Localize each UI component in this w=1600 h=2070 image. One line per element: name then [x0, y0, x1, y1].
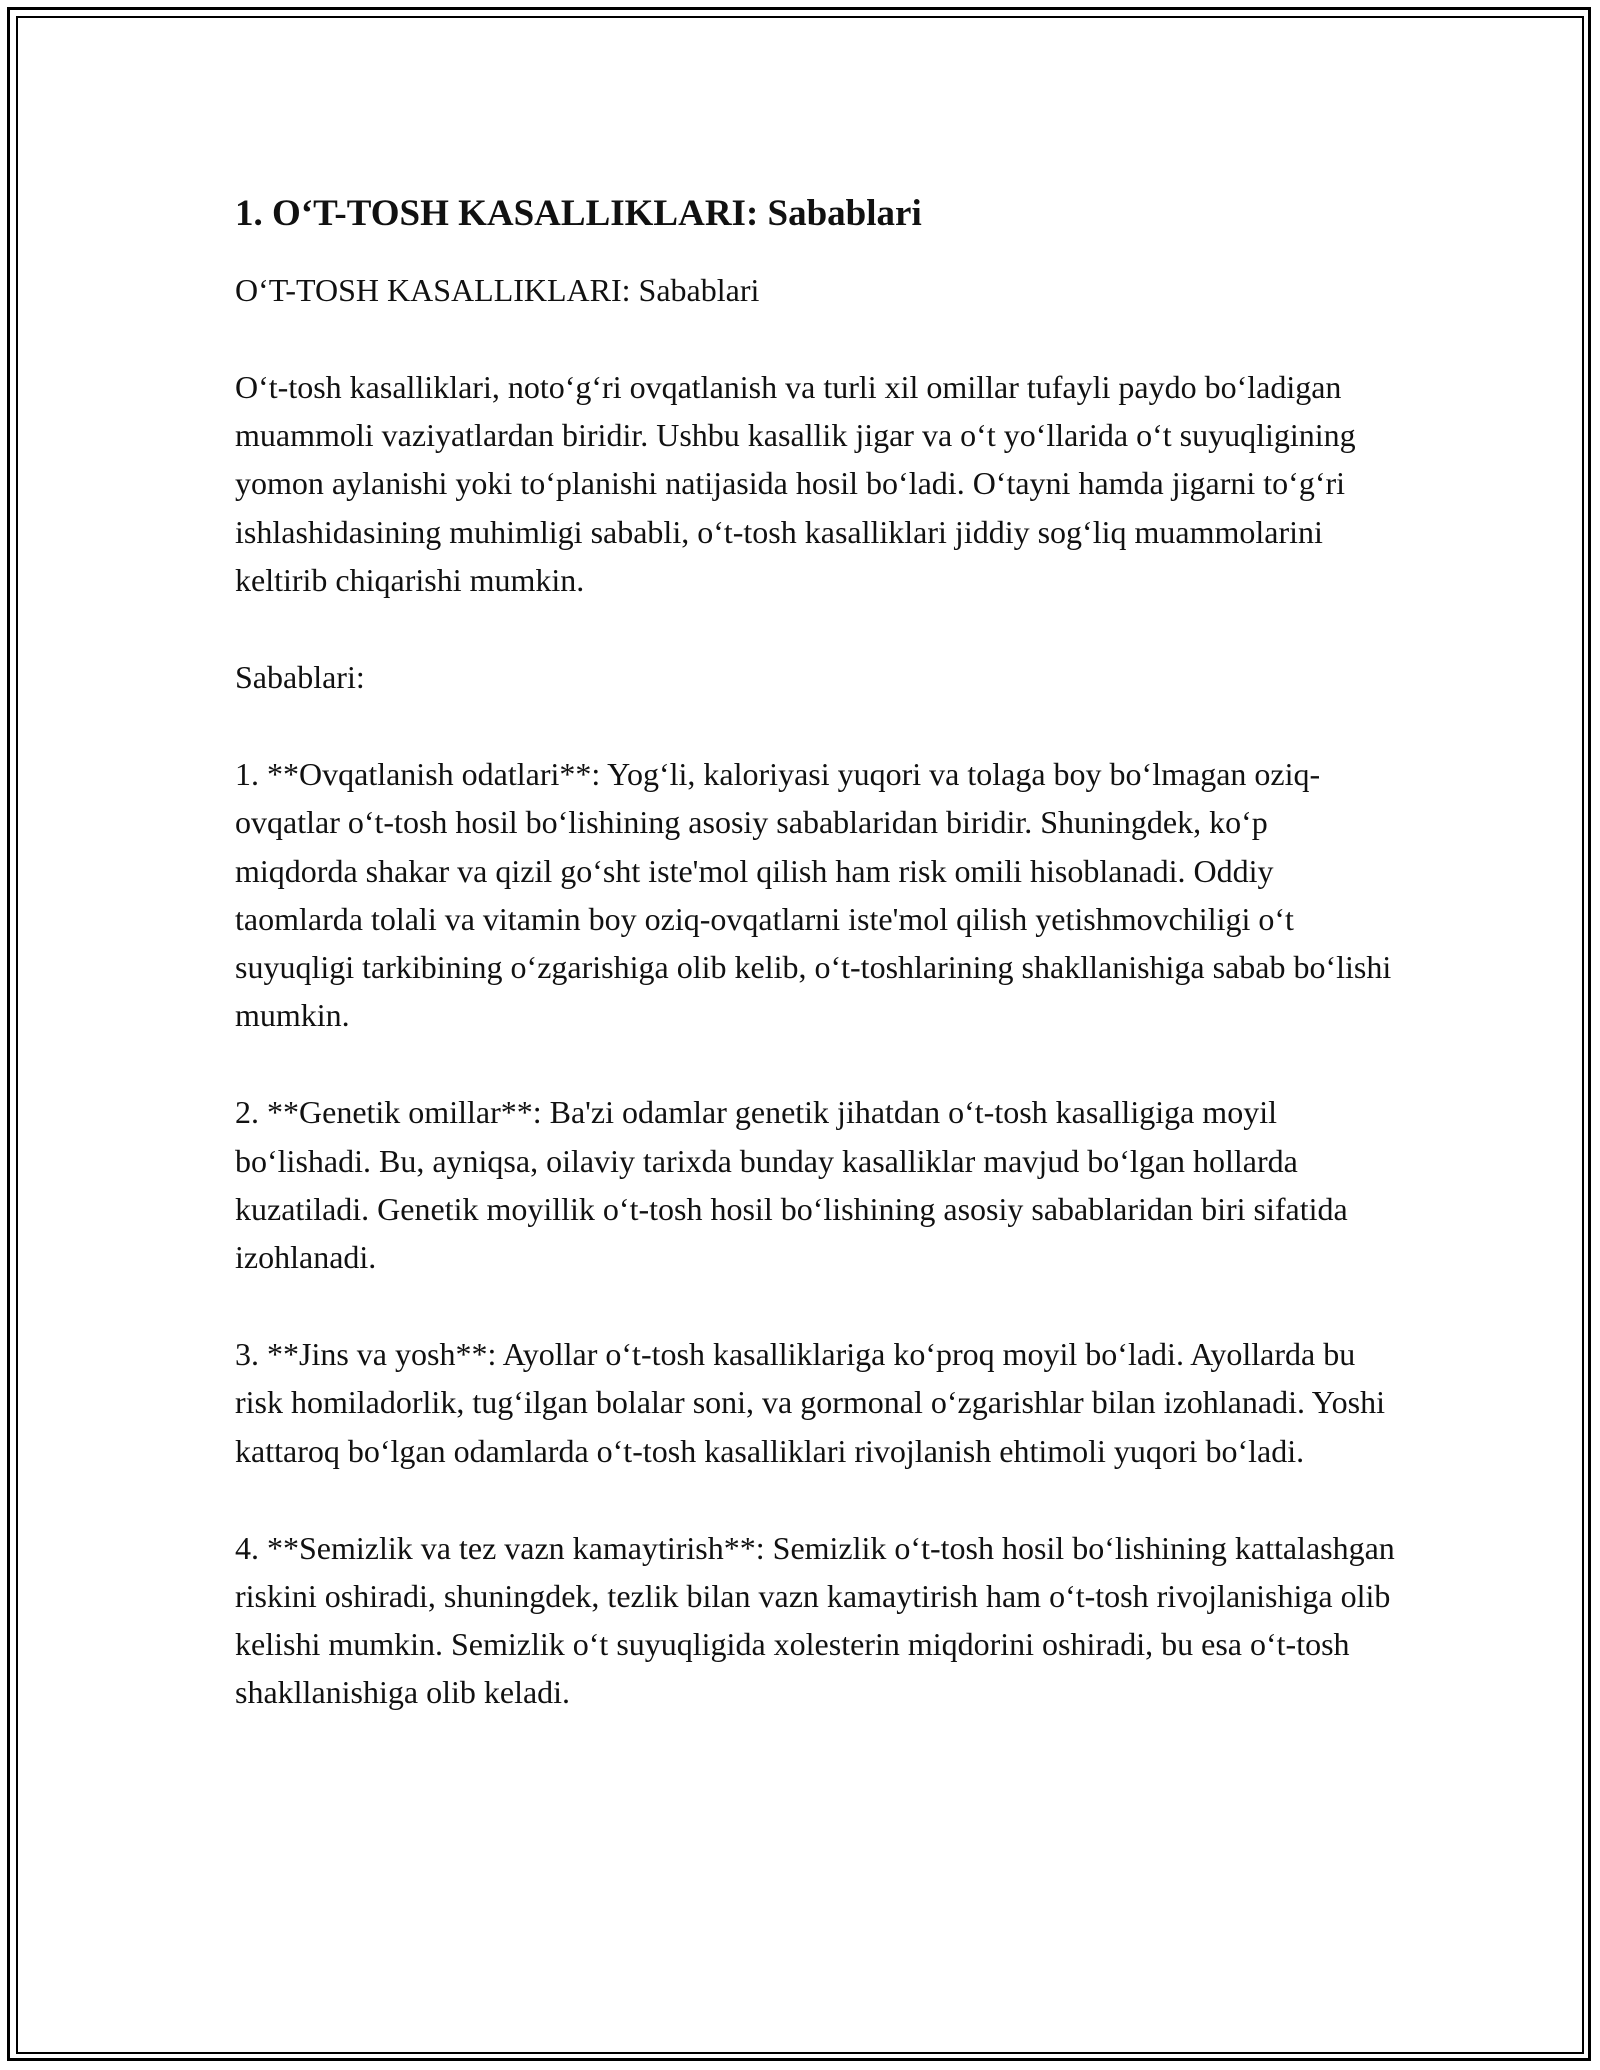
cause-item-gender-age: 3. **Jins va yosh**: Ayollar o‘t-tosh kasalliklariga ko‘proq moyil bo‘ladi. Ayollarda bu risk homiladorlik, tug‘ilgan bolalar soni, va gormonal o‘zgarishlar bilan izohlanadi. Yoshi kattaroq bo‘lgan odamlarda o‘t-tosh kasalliklari rivojlanish ehtimoli yuqori bo‘ladi.: [235, 1336, 1386, 1469]
document-subtitle: O‘T-TOSH KASALLIKLARI: Sabablari: [235, 272, 760, 308]
intro-paragraph: O‘t-tosh kasalliklari, noto‘g‘ri ovqatlanish va turli xil omillar tufayli paydo bo‘ladigan muammoli vaziyatlardan biridir. Ushbu kasallik jigar va o‘t yo‘llarida o‘t suyuqligining yomon aylanishi yoki to‘planishi natijasida hosil bo‘ladi. O‘tayni hamda jigarni to‘g‘ri ishlashidasining muhimligi sababli, o‘t-tosh kasalliklari jiddiy sog‘liq muammolarini keltirib chiqarishi mumkin.: [235, 369, 1356, 598]
cause-item-genetics: 2. **Genetik omillar**: Ba'zi odamlar genetik jihatdan o‘t-tosh kasalligiga moyil bo‘lishadi. Bu, ayniqsa, oilaviy tarixda bunday kasalliklar mavjud bo‘lgan hollarda kuzatiladi. Genetik moyillik o‘t-tosh hosil bo‘lishining asosiy sabablaridan biri sifatida izohlanadi.: [235, 1094, 1348, 1276]
cause-item-diet: 1. **Ovqatlanish odatlari**: Yog‘li, kaloriyasi yuqori va tolaga boy bo‘lmagan oziq-ovqatlar o‘t-tosh hosil bo‘lishining asosiy sabablaridan biridir. Shuningdek, ko‘p miqdorda shakar va qizil go‘sht iste'mol qilish ham risk omili hisoblanadi. Oddiy taomlarda tolali va vitamin boy oziq-ovqatlarni iste'mol qilish yetishmovchiligi o‘t suyuqligi tarkibining o‘zgarishiga olib kelib, o‘t-toshlarining shakllanishiga sabab bo‘lishi mumkin.: [235, 756, 1392, 1034]
document-title: 1. O‘T-TOSH KASALLIKLARI: Sabablari: [235, 193, 922, 234]
causes-heading: Sabablari:: [235, 659, 365, 696]
cause-item-obesity: 4. **Semizlik va tez vazn kamaytirish**: Semizlik o‘t-tosh hosil bo‘lishining kattalashgan riskini oshiradi, shuningdek, tezlik bilan vazn kamaytirish ham o‘t-tosh rivojlanishiga olib kelishi mumkin. Semizlik o‘t suyuqligida xolesterin miqdorini oshiradi, bu esa o‘t-tosh shakllanishiga olib keladi.: [235, 1529, 1395, 1711]
document-body: [235, 186, 1395, 1766]
